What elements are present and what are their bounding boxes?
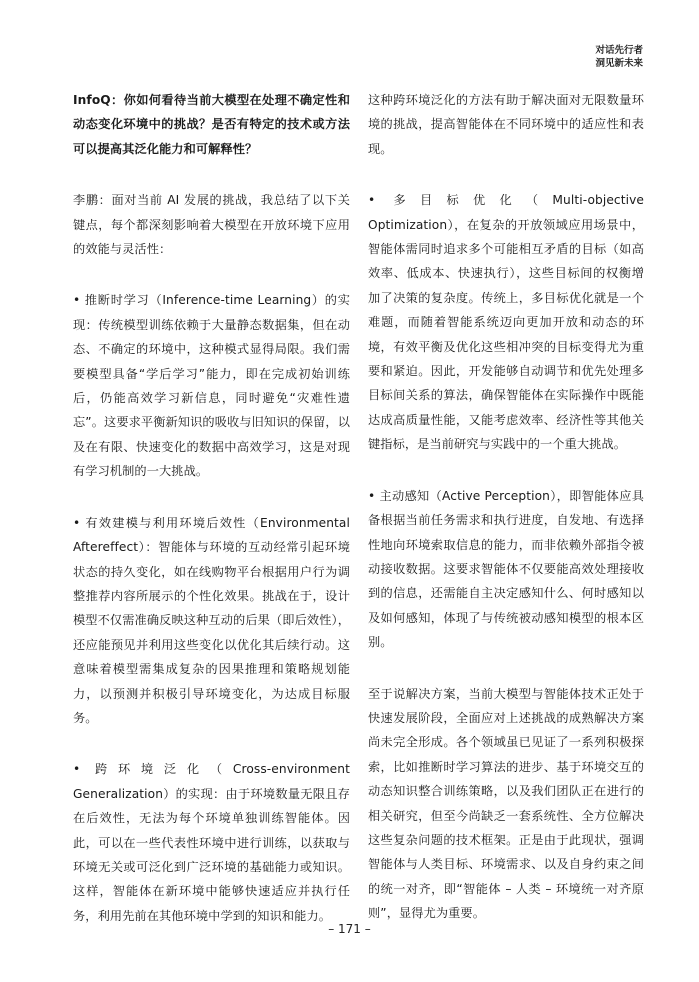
bullet-environmental-aftereffect: • 有效建模与利用环境后效性（Environmental Aftereffect）：智能体与环境的互动经常引起环境状态的持久变化，如在线购物平台根据用户行为调整推荐内容所展示的个性化效果。挑战在于，设计模型不仅需准确反映这种互动的后果（即后效性），还应能预见并利用这些变化以优化其后续行动。这意味着模型需集成复杂的因果推理和策略规划能力，以预测并积极引导环境变化，为达成目标服务。: [73, 515, 350, 725]
bullet-cross-environment-generalization: • 跨环境泛化（Cross-environment Generalization）的实现：由于环境数量无限且存在后效性，无法为每个环境单独训练智能体。因此，可以在一些代表性环境中进行训练，以获取与环境无关或可泛化到广泛环境的基础能力或知识。这样，智能体在新环境中能够快速适应并执行任务，利用先前在其他环境中学到的知识和能力。: [73, 762, 350, 923]
solutions-conclusion: 至于说解决方案，当前大模型与智能体技术正处于快速发展阶段，全面应对上述挑战的成熟解决方案尚未完全形成。各个领域虽已见证了一系列积极探索，比如推断时学习算法的进步、基于环境交互的动态知识整合训练策略，以及我们团队正在进行的相关研究，但至今尚缺乏一套系统性、全方位解决这些复杂问题的技术框架。正是由于此现状，强调智能体与人类目标、环境需求、以及自身约束之间的统一对齐，即“智能体 – 人类 – 环境统一对齐原则”，显得尤为重要。: [368, 686, 644, 921]
generalization-continuation: 这种跨环境泛化的方法有助于解决面对无限数量环境的挑战，提高智能体在不同环境中的适应性和表现。: [368, 93, 644, 156]
right-column: [368, 88, 644, 953]
interview-question: InfoQ：你如何看待当前大模型在处理不确定性和动态变化环境中的挑战？是否有特定的技术或方法可以提高其泛化能力和可解释性？: [73, 93, 350, 156]
running-header: [595, 44, 643, 70]
header-line-1: 对话先行者: [595, 45, 643, 56]
header-line-2: 洞见新未来: [595, 58, 643, 69]
bullet-multi-objective-optimization: • 多目标优化（Multi-objective Optimization），在复杂的开放领域应用场景中，智能体需同时追求多个可能相互矛盾的目标（如高效率、低成本、快速执行），这些目标间的权衡增加了决策的复杂度。传统上，多目标优化就是一个难题，而随着智能系统迈向更加开放和动态的环境，有效平衡及优化这些相冲突的目标变得尤为重要和紧迫。因此，开发能够自动调节和优先处理多目标间关系的算法，确保智能体在实际操作中既能达成高质量性能，又能考虑效率、经济性等其他关键指标，是当前研究与实践中的一个重大挑战。: [368, 193, 644, 452]
bullet-active-perception: • 主动感知（Active Perception），即智能体应具备根据当前任务需求和执行进度，自发地、有选择性地向环境索取信息的能力，而非依赖外部指令被动接收数据。这要求智能体不仅要能高效处理接收到的信息，还需能自主决定感知什么、何时感知以及如何感知，体现了与传统被动感知模型的根本区别。: [368, 488, 644, 650]
bullet-inference-time-learning: • 推断时学习（Inference-time Learning）的实现：传统模型训练依赖于大量静态数据集，但在动态、不确定的环境中，这种模式显得局限。我们需要模型具备“学后学习”能力，即在完成初始训练后，仍能高效学习新信息，同时避免“灾难性遗忘”。这要求平衡新知识的吸收与旧知识的保留，以及在有限、快速变化的数据中高效学习，这是对现有学习机制的一大挑战。: [73, 293, 350, 479]
page-number: – 171 –: [328, 922, 371, 936]
answer-intro: 李鹏：面对当前 AI 发展的挑战，我总结了以下关键点，每个都深刻影响着大模型在开放环境下应用的效能与灵活性：: [73, 193, 350, 257]
left-column: [73, 88, 350, 955]
